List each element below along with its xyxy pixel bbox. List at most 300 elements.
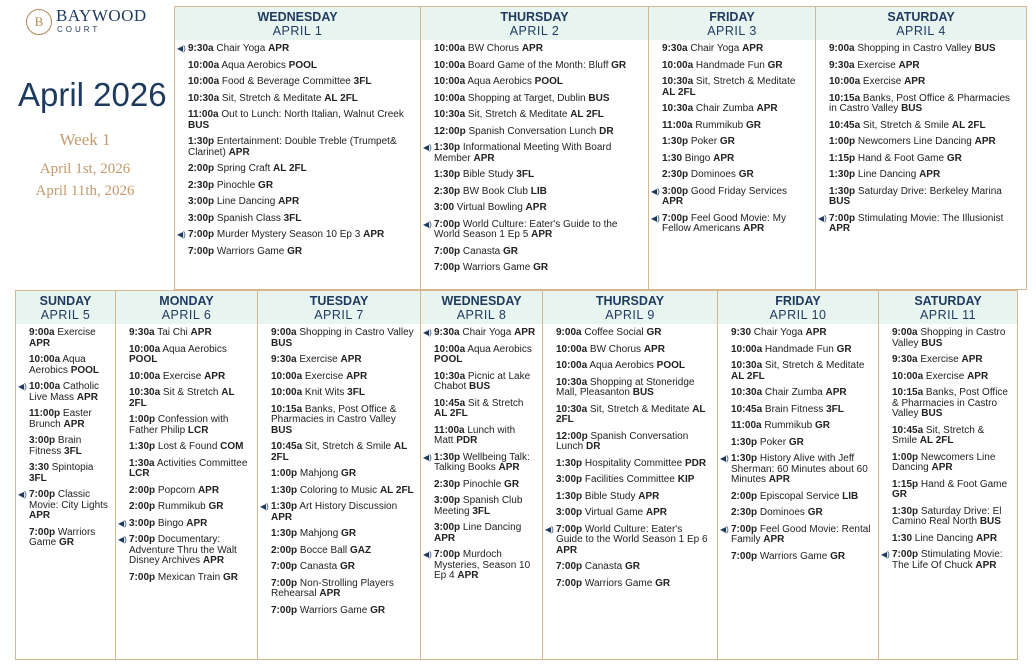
event-time: 11:00a bbox=[731, 420, 762, 431]
event-title: Exercise bbox=[57, 327, 96, 338]
event-time: 10:00a bbox=[434, 92, 466, 104]
event-item bbox=[556, 492, 711, 503]
day-header bbox=[718, 291, 878, 324]
event-title: Sit, Stretch & Meditate bbox=[695, 76, 796, 87]
event-title: Pinochle bbox=[462, 478, 502, 490]
baywood-logo bbox=[26, 6, 166, 36]
event-item bbox=[556, 508, 711, 519]
event-time: 10:45a bbox=[731, 403, 763, 415]
event-item bbox=[434, 203, 642, 214]
event-time: 9:30a bbox=[662, 43, 688, 54]
event-item bbox=[651, 212, 809, 235]
event-title: Rummikub bbox=[157, 501, 206, 512]
event-location: 3FL bbox=[283, 212, 302, 224]
day-name: WEDNESDAY bbox=[257, 10, 338, 24]
day-header bbox=[421, 291, 542, 324]
event-time: 7:00p bbox=[892, 549, 919, 560]
event-time: 10:15a bbox=[829, 92, 861, 104]
event-time: 1:30p bbox=[271, 484, 298, 496]
event-time: 10:00a bbox=[29, 381, 61, 392]
event-title: Feel Good Movie: Rental Family bbox=[731, 523, 871, 545]
event-time: 1:30p bbox=[662, 136, 689, 147]
event-list bbox=[116, 324, 257, 583]
event-time: 10:30a bbox=[556, 376, 588, 388]
event-location: GR bbox=[830, 550, 846, 562]
event-location: POOL bbox=[288, 59, 317, 71]
event-title: Exercise bbox=[299, 354, 338, 365]
event-time: 7:00p bbox=[434, 245, 461, 257]
event-location: AL 2FL bbox=[731, 370, 765, 382]
event-title: Rummikub bbox=[695, 119, 744, 131]
event-time: 3:00p bbox=[434, 495, 461, 506]
event-location: GR bbox=[738, 169, 754, 180]
event-time: 1:30p bbox=[556, 457, 583, 469]
event-item bbox=[434, 61, 642, 72]
event-time: 7:00p bbox=[188, 245, 215, 257]
event-location: BUS bbox=[921, 408, 943, 419]
event-title: Sit, Stretch & Smile bbox=[892, 424, 985, 446]
event-location: APR bbox=[521, 43, 543, 54]
event-title: Mahjong bbox=[299, 528, 339, 539]
event-item bbox=[434, 187, 642, 198]
event-item bbox=[434, 480, 536, 491]
event-item bbox=[271, 442, 414, 463]
day-name: TUESDAY bbox=[309, 294, 369, 308]
event-time: 10:00a bbox=[662, 59, 694, 71]
day-header bbox=[175, 7, 420, 40]
event-item bbox=[188, 94, 414, 105]
event-time: 7:00p bbox=[271, 604, 298, 616]
event-time: 10:30a bbox=[662, 103, 694, 114]
event-title: Stimulating Movie: The Illusionist bbox=[857, 212, 1004, 224]
page-title: April 2026 bbox=[18, 76, 167, 113]
day-header bbox=[816, 7, 1026, 40]
event-item bbox=[892, 372, 1011, 383]
event-item bbox=[892, 480, 1011, 501]
event-item bbox=[731, 388, 872, 399]
event-title: Aqua Aerobics bbox=[589, 360, 654, 371]
event-item bbox=[423, 549, 536, 582]
event-time: 10:30a bbox=[556, 403, 588, 415]
event-title: Aqua Aerobics bbox=[467, 343, 532, 355]
event-item bbox=[271, 546, 414, 557]
event-location: GR bbox=[946, 152, 962, 164]
event-item bbox=[188, 214, 414, 225]
event-location: APR bbox=[202, 555, 225, 566]
event-location: GAZ bbox=[349, 544, 372, 556]
event-title: Lost & Found bbox=[157, 441, 218, 452]
event-time: 1:15p bbox=[829, 152, 856, 164]
event-title: Virtual Bowling bbox=[456, 202, 523, 213]
event-location: APR bbox=[271, 511, 293, 523]
event-time: 10:30a bbox=[434, 370, 466, 382]
event-location: BUS bbox=[921, 337, 943, 349]
event-location: 3FL bbox=[516, 169, 535, 180]
event-location: BUS bbox=[974, 43, 996, 54]
event-item bbox=[829, 77, 1020, 88]
event-list bbox=[258, 324, 420, 616]
event-item bbox=[892, 534, 1011, 545]
event-title: Warriors Game bbox=[759, 550, 828, 562]
event-title: Warriors Game bbox=[29, 526, 96, 548]
event-location: GR bbox=[208, 501, 224, 512]
event-time: 12:00p bbox=[556, 430, 588, 442]
event-title: Handmade Fun bbox=[764, 343, 834, 355]
event-item bbox=[188, 110, 414, 131]
event-item bbox=[829, 121, 1020, 132]
event-title: Mexican Train bbox=[157, 571, 221, 583]
event-location: GR bbox=[745, 119, 761, 131]
event-time: 9:00a bbox=[892, 327, 918, 338]
event-item bbox=[662, 170, 809, 181]
event-item bbox=[434, 170, 642, 181]
event-time: 3:00p bbox=[556, 507, 583, 518]
event-title: Dominoes bbox=[690, 169, 736, 180]
event-item bbox=[892, 388, 1011, 420]
event-time: 10:00a bbox=[271, 370, 303, 382]
event-item bbox=[434, 94, 642, 105]
event-list bbox=[649, 40, 815, 235]
event-item bbox=[556, 562, 711, 573]
event-list bbox=[718, 324, 878, 562]
event-item bbox=[662, 104, 809, 115]
event-item bbox=[829, 61, 1020, 72]
event-title: Banks, Post Office & Pharmacies in Castro Valley bbox=[271, 403, 397, 425]
event-time: 7:00p bbox=[188, 229, 215, 240]
event-item bbox=[556, 345, 711, 356]
event-item bbox=[188, 61, 414, 72]
event-time: 10:00a bbox=[731, 343, 763, 355]
event-title: Informational Meeting With Board Member bbox=[434, 142, 612, 164]
event-item bbox=[271, 328, 414, 349]
event-item bbox=[434, 127, 642, 138]
event-title: Facilities Committee bbox=[584, 474, 675, 485]
event-time: 1:30p bbox=[892, 505, 919, 517]
event-location: AL 2FL bbox=[379, 484, 414, 496]
day-header bbox=[16, 291, 115, 324]
event-item bbox=[556, 405, 711, 426]
event-title: Sit, Stretch & Meditate bbox=[467, 109, 568, 120]
event-item bbox=[434, 496, 536, 517]
logo-subtitle: COURT bbox=[57, 25, 101, 34]
event-location: AL 2FL bbox=[951, 119, 986, 131]
event-title: Shopping in Castro Valley bbox=[892, 327, 1006, 349]
event-item bbox=[556, 459, 711, 470]
event-list bbox=[175, 40, 420, 257]
event-item bbox=[118, 534, 251, 567]
event-location: APR bbox=[643, 343, 665, 355]
event-item bbox=[271, 355, 414, 366]
event-location: POOL bbox=[70, 364, 100, 376]
speaker-icon: ◀) bbox=[423, 328, 432, 337]
event-time: 7:00p bbox=[434, 218, 461, 230]
event-location: APR bbox=[662, 196, 684, 207]
event-location: GR bbox=[59, 537, 75, 548]
event-title: Picnic at Lake Chabot bbox=[434, 370, 531, 392]
event-time: 10:15a bbox=[892, 387, 924, 398]
event-location: BUS bbox=[188, 119, 210, 131]
event-item bbox=[271, 469, 414, 480]
event-time: 1:30p bbox=[556, 490, 583, 502]
event-time: 3:00p bbox=[29, 435, 56, 446]
event-location: BUS bbox=[588, 92, 610, 104]
event-time: 2:30p bbox=[188, 179, 215, 191]
event-time: 2:00p bbox=[188, 163, 215, 174]
event-time: 10:00a bbox=[271, 387, 303, 398]
event-location: LCR bbox=[187, 424, 209, 436]
event-item bbox=[829, 187, 1020, 208]
event-title: Exercise bbox=[862, 76, 902, 87]
event-title: Hand & Foot Game bbox=[857, 152, 945, 164]
speaker-icon: ◀) bbox=[720, 524, 729, 534]
event-time: 2:30p bbox=[731, 507, 758, 518]
day-date: APRIL 11 bbox=[919, 308, 977, 322]
speaker-icon: ◀) bbox=[423, 550, 432, 559]
event-item bbox=[556, 361, 711, 372]
event-title: Brain Fitness bbox=[764, 403, 824, 415]
event-time: 2:30p bbox=[662, 169, 689, 180]
event-item bbox=[651, 185, 809, 208]
event-item bbox=[271, 529, 414, 540]
event-location: APR bbox=[498, 462, 520, 473]
event-title: Aqua Aerobics bbox=[221, 59, 286, 71]
event-location: PDR bbox=[684, 457, 707, 469]
event-item bbox=[892, 507, 1011, 528]
event-title: Sit, Stretch & Smile bbox=[304, 441, 392, 452]
event-title: Poker bbox=[759, 436, 787, 448]
event-time: 1:30 bbox=[892, 532, 913, 544]
event-title: Chair Zumba bbox=[764, 387, 823, 398]
event-title: Popcorn bbox=[157, 484, 196, 496]
event-item bbox=[731, 438, 872, 449]
event-location: LIB bbox=[530, 185, 547, 197]
event-title: Bocce Ball bbox=[299, 544, 348, 556]
event-location: GR bbox=[814, 420, 830, 431]
event-title: Sit & Stretch bbox=[162, 387, 219, 398]
event-location: LCR bbox=[129, 468, 150, 479]
day-header bbox=[258, 291, 420, 324]
event-location: GR bbox=[788, 436, 804, 448]
event-title: Chair Yoga bbox=[690, 43, 740, 54]
event-time: 2:00p bbox=[129, 501, 156, 512]
event-time: 10:45a bbox=[434, 397, 466, 409]
event-item bbox=[829, 154, 1020, 165]
day-name: THURSDAY bbox=[500, 10, 569, 24]
event-title: Newcomers Line Dancing bbox=[857, 136, 972, 147]
speaker-icon: ◀) bbox=[818, 213, 827, 223]
event-item bbox=[731, 328, 872, 339]
event-title: Sit, Stretch & Meditate bbox=[589, 403, 690, 415]
event-title: Catholic Live Mass bbox=[29, 381, 100, 403]
event-title: Confession with Father Philip bbox=[129, 414, 229, 436]
event-time: 10:00a bbox=[188, 76, 220, 87]
event-location: POOL bbox=[534, 76, 563, 87]
event-title: Chair Yoga bbox=[753, 327, 803, 338]
event-title: Chair Yoga bbox=[216, 43, 266, 54]
event-title: Dominoes bbox=[759, 507, 805, 518]
event-time: 7:00p bbox=[129, 534, 156, 545]
event-location: 3FL bbox=[472, 505, 491, 517]
event-time: 1:30p bbox=[271, 528, 298, 539]
event-time: 1:00p bbox=[829, 136, 856, 147]
event-location: DR bbox=[586, 441, 601, 452]
speaker-icon: ◀) bbox=[651, 186, 660, 196]
day-column bbox=[15, 290, 116, 660]
event-time: 9:30a bbox=[188, 43, 214, 54]
speaker-icon: ◀) bbox=[118, 535, 127, 544]
event-time: 3:00p bbox=[188, 196, 215, 207]
event-location: BUS bbox=[632, 387, 654, 398]
event-title: Exercise bbox=[304, 370, 344, 382]
event-title: Coffee Social bbox=[584, 327, 644, 338]
event-item bbox=[892, 426, 1011, 447]
event-item bbox=[731, 508, 872, 519]
speaker-icon: ◀) bbox=[177, 230, 186, 239]
event-item bbox=[829, 44, 1020, 55]
event-location: BUS bbox=[979, 516, 1001, 527]
speaker-icon: ◀) bbox=[545, 524, 554, 534]
event-location: AL 2FL bbox=[434, 408, 468, 419]
event-time: 11:00a bbox=[188, 109, 219, 120]
event-location: APR bbox=[228, 146, 250, 158]
event-title: Hospitality Committee bbox=[584, 457, 683, 469]
event-time: 3:00 bbox=[434, 202, 455, 213]
day-date: APRIL 6 bbox=[161, 308, 212, 322]
event-title: Shopping in Castro Valley bbox=[299, 327, 414, 338]
day-header bbox=[421, 7, 648, 40]
event-title: Spanish Class bbox=[216, 212, 281, 224]
event-title: Handmade Fun bbox=[695, 59, 765, 71]
event-time: 10:15a bbox=[271, 403, 303, 415]
event-item bbox=[129, 328, 251, 339]
event-time: 1:00p bbox=[271, 468, 298, 479]
event-item bbox=[731, 405, 872, 416]
event-location: APR bbox=[363, 229, 385, 240]
event-item bbox=[188, 137, 414, 158]
event-title: Bingo bbox=[157, 517, 184, 529]
event-title: Saturday Drive: Berkeley Marina bbox=[857, 185, 1002, 197]
event-time: 9:30a bbox=[829, 59, 855, 71]
event-location: PDR bbox=[456, 435, 478, 446]
event-list bbox=[543, 324, 717, 589]
event-time: 1:30a bbox=[129, 457, 155, 469]
event-item bbox=[188, 181, 414, 192]
event-time: 7:00p bbox=[29, 489, 56, 500]
speaker-icon: ◀) bbox=[881, 550, 890, 559]
event-item bbox=[29, 328, 109, 349]
day-column bbox=[257, 290, 421, 660]
event-title: Banks, Post Office & Pharmacies in Castro Valley bbox=[829, 92, 1011, 114]
event-item bbox=[434, 372, 536, 393]
event-time: 1:30p bbox=[188, 136, 215, 147]
event-time: 11:00a bbox=[434, 424, 465, 436]
day-name: THURSDAY bbox=[595, 294, 665, 308]
event-location: APR bbox=[457, 570, 479, 581]
event-title: Canasta bbox=[462, 245, 501, 257]
event-item bbox=[892, 355, 1011, 366]
event-time: 10:00a bbox=[129, 370, 161, 382]
event-item bbox=[829, 170, 1020, 181]
event-time: 7:00p bbox=[662, 212, 689, 224]
event-item bbox=[188, 164, 414, 175]
event-title: Stimulating Movie: The Life Of Chuck bbox=[892, 549, 1003, 571]
event-time: 9:30 bbox=[731, 327, 752, 338]
event-item bbox=[434, 523, 536, 544]
event-item bbox=[892, 328, 1011, 349]
day-column bbox=[115, 290, 258, 660]
day-date: APRIL 7 bbox=[314, 308, 364, 322]
speaker-icon: ◀) bbox=[177, 44, 186, 53]
speaker-icon: ◀) bbox=[18, 382, 27, 391]
event-location: APR bbox=[645, 507, 667, 518]
event-location: APR bbox=[197, 484, 220, 496]
event-item bbox=[423, 327, 536, 339]
event-title: Non-Strolling Players Rehearsal bbox=[271, 577, 394, 599]
day-column bbox=[542, 290, 718, 660]
speaker-icon: ◀) bbox=[651, 213, 660, 223]
event-time: 10:45a bbox=[892, 424, 924, 436]
day-date: APRIL 5 bbox=[40, 308, 91, 322]
event-item bbox=[818, 212, 1020, 235]
event-title: Saturday Drive: El Camino Real North bbox=[892, 505, 1002, 527]
event-item bbox=[260, 501, 414, 523]
event-location: APR bbox=[974, 136, 996, 147]
event-time: 2:00p bbox=[129, 484, 156, 496]
event-item bbox=[129, 502, 251, 513]
logo-mark-icon: B bbox=[26, 9, 52, 35]
event-location: KIP bbox=[677, 474, 695, 485]
event-location: GR bbox=[807, 507, 823, 518]
event-location: APR bbox=[268, 43, 290, 54]
event-item bbox=[434, 345, 536, 366]
event-title: Warriors Game bbox=[299, 604, 368, 616]
event-item bbox=[188, 197, 414, 208]
event-title: Easter Brunch bbox=[29, 408, 92, 430]
event-title: Mahjong bbox=[299, 468, 339, 479]
event-item bbox=[434, 247, 642, 258]
event-time: 9:30a bbox=[271, 354, 297, 365]
day-name: FRIDAY bbox=[709, 10, 755, 24]
event-time: 12:00p bbox=[434, 125, 466, 137]
event-location: AL 2FL bbox=[271, 441, 407, 463]
event-title: Shopping at Target, Dublin bbox=[467, 92, 586, 104]
event-time: 7:00p bbox=[731, 550, 758, 562]
event-location: APR bbox=[898, 59, 920, 71]
event-title: Canasta bbox=[299, 561, 338, 572]
day-column bbox=[878, 290, 1018, 660]
event-location: POOL bbox=[434, 354, 463, 365]
event-title: Good Friday Services bbox=[690, 185, 788, 197]
event-title: Lunch with Matt bbox=[434, 424, 516, 446]
event-item bbox=[731, 361, 872, 382]
event-time: 10:00a bbox=[434, 343, 466, 355]
event-title: Chair Zumba bbox=[695, 103, 754, 114]
event-title: Spring Craft bbox=[216, 163, 271, 174]
event-location: GR bbox=[646, 327, 662, 338]
event-item bbox=[18, 381, 109, 403]
speaker-icon: ◀) bbox=[118, 518, 127, 528]
event-title: Aqua Aerobics bbox=[467, 76, 532, 87]
event-title: Sit, Stretch & Meditate bbox=[764, 360, 865, 371]
speaker-icon: ◀) bbox=[423, 143, 432, 152]
event-location: GR bbox=[502, 245, 518, 257]
event-location: APR bbox=[829, 223, 851, 234]
event-time: 1:30p bbox=[434, 169, 461, 180]
event-time: 3:00p bbox=[434, 522, 461, 533]
event-time: 10:00a bbox=[129, 343, 161, 355]
event-location: 3FL bbox=[64, 445, 82, 457]
event-title: Spanish Conversation Lunch bbox=[468, 125, 597, 137]
